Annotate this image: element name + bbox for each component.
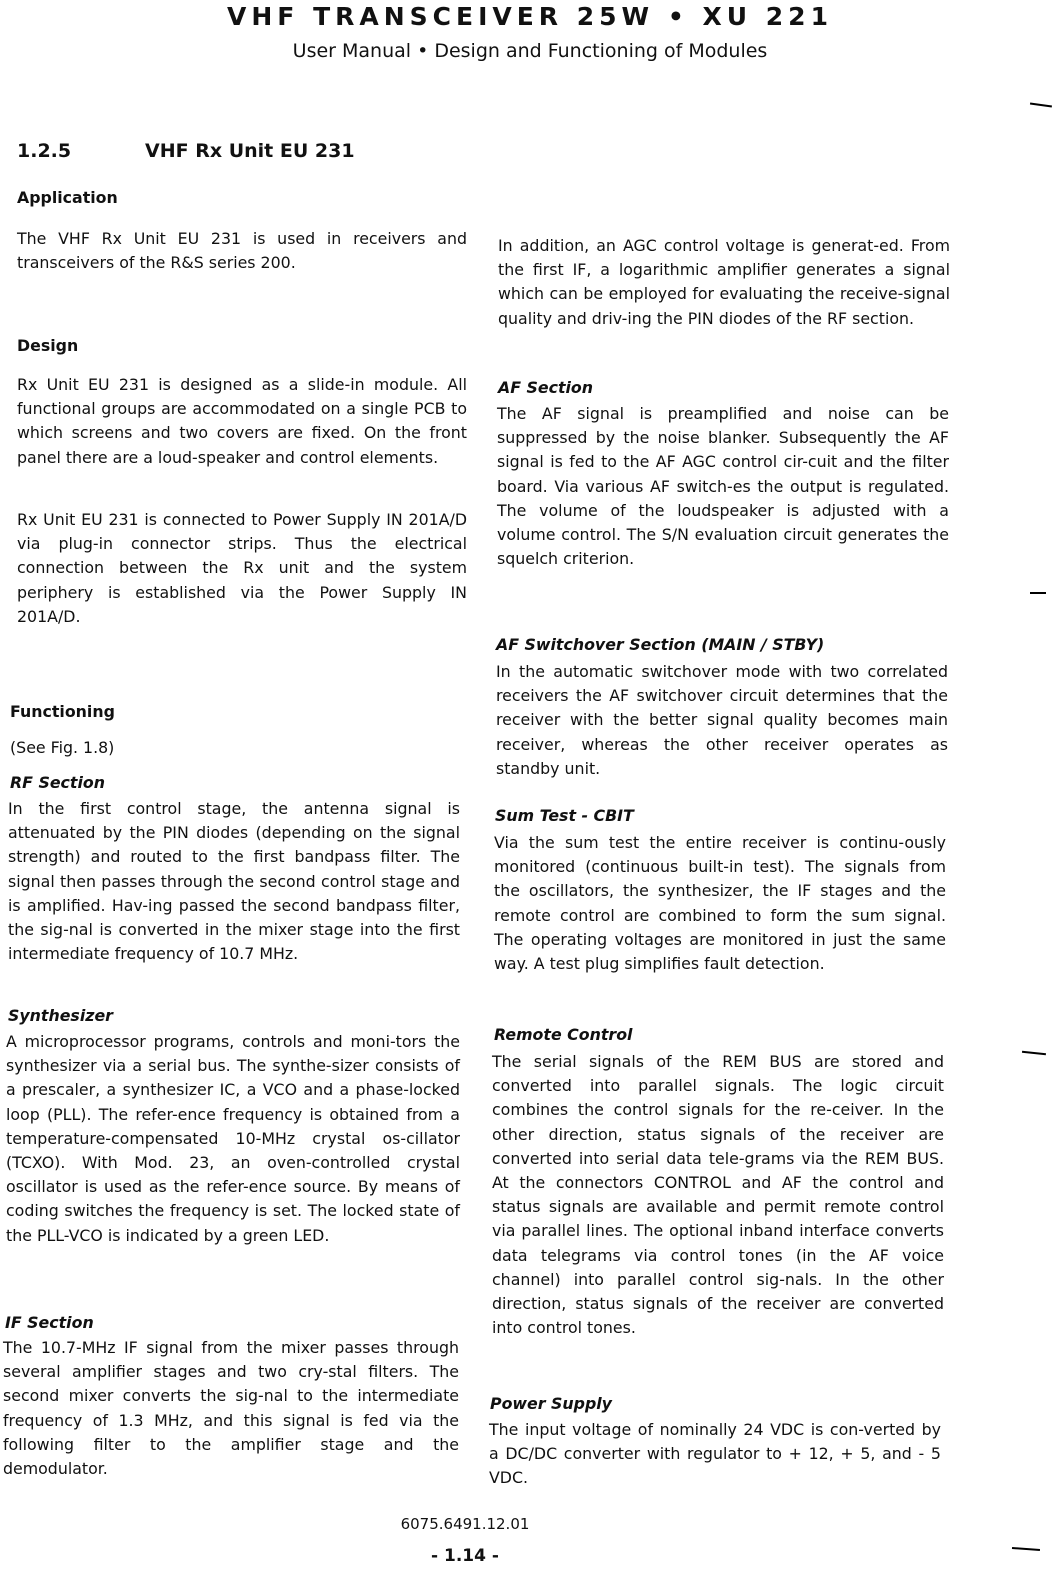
margin-mark — [1030, 102, 1052, 107]
power-supply-heading: Power Supply — [490, 1394, 612, 1413]
document-subtitle: User Manual • Design and Functioning of Modules — [292, 40, 768, 62]
af-switchover-heading: AF Switchover Section (MAIN / STBY) — [496, 635, 825, 654]
remote-control-heading: Remote Control — [494, 1025, 633, 1044]
synthesizer-paragraph: A microprocessor programs, controls and moni-tors the synthesizer via a serial bus. The synthe-sizer consists of a prescaler, a synthesizer IC, a VCO and a phase-locked loop (PLL). The refer-ence frequency is obtained from a temperature-compensated 10-MHz crystal os-cillator (TCXO). With Mod. 23, an oven-controlled crystal oscillator is used as the refer-ence source. By means of coding switches the frequency is set. The locked state of the PLL-VCO is indicated by a green LED. — [6, 1032, 460, 1245]
functioning-figure-ref: (See Fig. 1.8) — [10, 738, 115, 757]
application-heading: Application — [17, 188, 118, 207]
if-section-heading: IF Section — [5, 1313, 94, 1332]
rf-section-text — [8, 797, 460, 966]
design-heading: Design — [17, 336, 79, 355]
agc-text — [498, 234, 950, 331]
margin-mark — [1022, 1051, 1046, 1055]
design-paragraph-1: Rx Unit EU 231 is designed as a slide-in module. All functional groups are accommodated on a single PCB to which screens and two covers are fixed. On the front panel there are a loud-speaker and control elements. — [17, 375, 467, 467]
power-supply-paragraph: The input voltage of nominally 24 VDC is con-verted by a DC/DC converter with regulator to + 12, + 5, and - 5 VDC. — [489, 1420, 941, 1488]
design-text-1 — [17, 373, 467, 470]
af-switchover-text — [496, 660, 948, 781]
margin-mark — [1012, 1547, 1040, 1550]
design-text-2 — [17, 508, 467, 629]
application-paragraph: The VHF Rx Unit EU 231 is used in receivers and transceivers of the R&S series 200. — [17, 229, 467, 273]
synthesizer-text — [6, 1030, 460, 1248]
synthesizer-heading: Synthesizer — [8, 1006, 113, 1025]
application-text — [17, 227, 467, 275]
af-section-text — [497, 402, 949, 571]
page-number: - 1.14 - — [431, 1546, 499, 1566]
af-switchover-paragraph: In the automatic switchover mode with two correlated receivers the AF switchover circuit determines that the receiver with the better signal quality becomes main receiver, whereas the other receiver operates as standby unit. — [496, 662, 948, 778]
functioning-heading: Functioning — [10, 702, 115, 721]
af-section-heading: AF Section — [498, 378, 594, 397]
rf-section-heading: RF Section — [10, 773, 105, 792]
agc-paragraph: In addition, an AGC control voltage is generat-ed. From the first IF, a logarithmic amplifier generates a signal which can be employed for evaluating the receive-signal quality and driv-ing the PIN diodes of the RF section. — [498, 236, 950, 328]
remote-control-text — [492, 1050, 944, 1340]
section-number: 1.2.5 — [17, 140, 72, 162]
sum-test-paragraph: Via the sum test the entire receiver is continu-ously monitored (continuous built-in test). The signals from the oscillators, the synthesizer, the IF stages and the remote control are combined to form the sum signal. The operating voltages are monitored in just the same way. A test plug simplifies fault detection. — [494, 833, 946, 974]
sum-test-text — [494, 831, 946, 976]
margin-mark — [1030, 592, 1046, 594]
power-supply-text — [489, 1418, 941, 1491]
if-section-text — [3, 1336, 459, 1481]
af-section-paragraph: The AF signal is preamplified and noise can be suppressed by the noise blanker. Subsequently the AF signal is fed to the AF AGC control cir-cuit and the filter board. Via various AF switch-es the output is regulated. The volume of the loudspeaker is adjusted with a volume control. The S/N evaluation circuit generates the squelch criterion. — [497, 404, 949, 569]
design-paragraph-2: Rx Unit EU 231 is connected to Power Supply IN 201A/D via plug-in connector strips. Thus the electrical connection between the Rx unit and the system periphery is established via the Power Supply IN 201A/D. — [17, 510, 467, 626]
sum-test-heading: Sum Test - CBIT — [495, 806, 634, 825]
rf-section-paragraph: In the first control stage, the antenna signal is attenuated by the PIN diodes (depending on the signal strength) and routed to the first bandpass filter. The signal then passes through the second control stage and is amplified. Hav-ing passed the second bandpass filter, the sig-nal is converted in the mixer stage into the first intermediate frequency of 10.7 MHz. — [8, 799, 460, 964]
remote-control-paragraph: The serial signals of the REM BUS are stored and converted into parallel signals. The logic circuit combines the control signals for the re-ceiver. In the other direction, status signals of the receiver are converted into serial data tele-grams via the REM BUS. At the connectors CONTROL and AF the control and status signals are available and permit remote control via parallel lines. The optional inband interface converts data telegrams via control tones (in the AF voice channel) into parallel control sig-nals. In the other direction, status signals of the receiver are converted into control tones. — [492, 1052, 944, 1338]
document-title: VHF TRANSCEIVER 25W • XU 221 — [227, 2, 833, 31]
section-title: VHF Rx Unit EU 231 — [145, 140, 355, 162]
document-number: 6075.6491.12.01 — [400, 1515, 530, 1533]
if-section-paragraph: The 10.7-MHz IF signal from the mixer passes through several amplifier stages and two cry-stal filters. The second mixer converts the sig-nal to the intermediate frequency of 1.3 MHz, and this signal is fed via the following filter to the amplifier stage and the demodulator. — [3, 1338, 459, 1479]
